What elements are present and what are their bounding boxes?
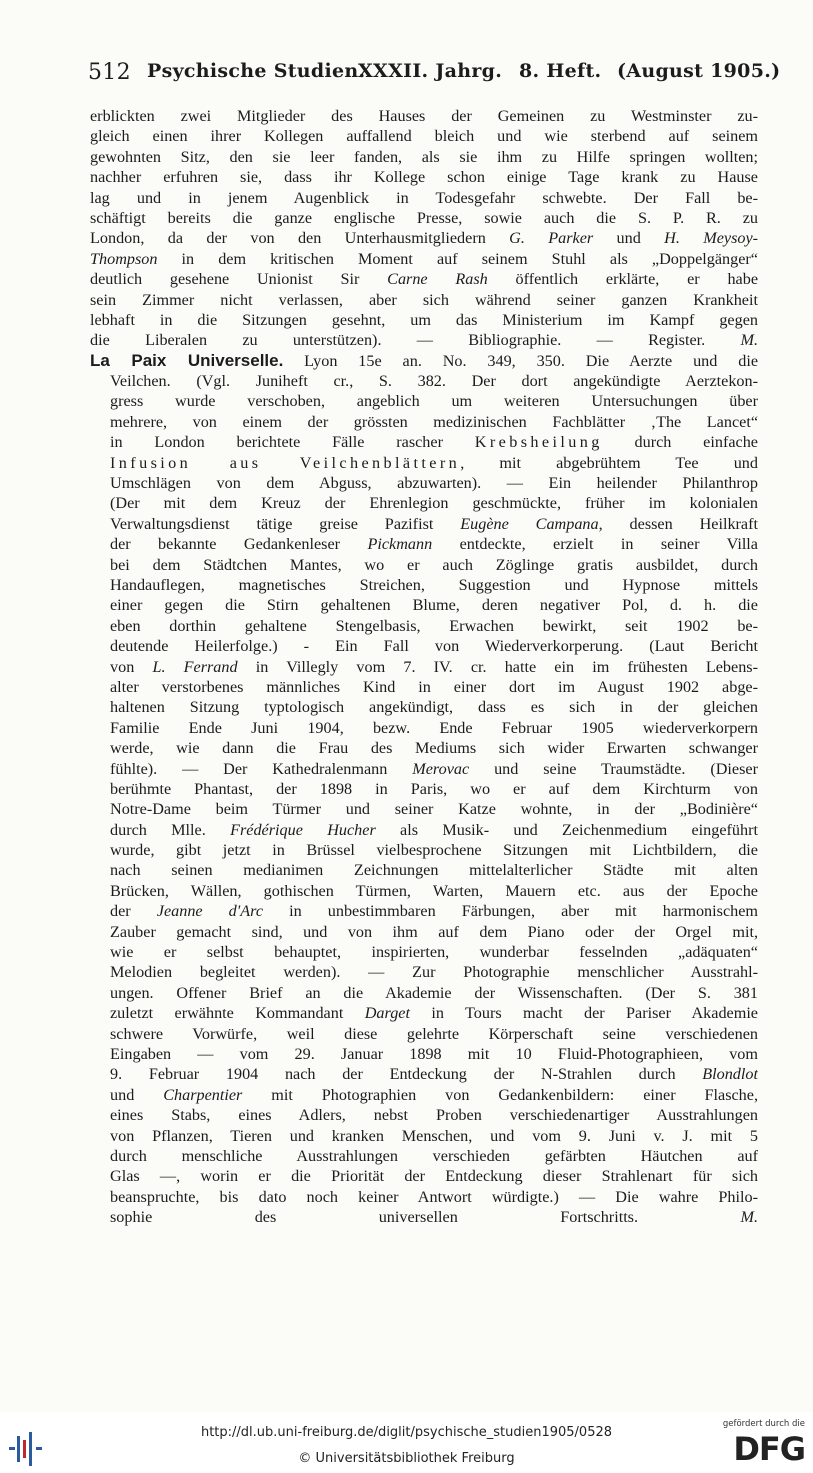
person-name: G. Parker	[509, 229, 594, 248]
text-line	[90, 779, 758, 799]
text-run: der bekannte Gedankenleser	[110, 535, 368, 554]
text-run: Lyon 15e an. No. 349, 350. Die Aerzte und die	[283, 351, 758, 370]
text-run: Brücken, Wällen, gothischen Türmen, Warten, Mauern etc. aus der Epoche	[110, 881, 758, 900]
person-name: Jeanne d'Arc	[156, 902, 264, 921]
text-line	[90, 391, 758, 411]
text-run: entdeckte, erzielt in seiner Villa	[432, 535, 758, 554]
text-line	[90, 657, 758, 677]
text-line	[90, 901, 758, 921]
text-line	[90, 167, 758, 187]
text-run: in unbestimmbaren Färbungen, aber mit harmonischem	[263, 902, 758, 921]
text-run: lebhaft in die Sitzungen gesehnt, um das Ministerium im Kampf gegen	[90, 310, 758, 329]
text-line	[90, 1085, 758, 1105]
text-line	[90, 595, 758, 615]
text-run: deutende Heilerfolge.) - Ein Fall von Wiederverkorperung. (Laut Bericht	[110, 637, 758, 656]
emphasized-term: Infusion aus Veilchenblättern	[110, 453, 461, 472]
text-run: Glas —, worin er die Priorität der Entdeckung dieser Strahlenart für sich	[110, 1167, 758, 1186]
text-run: deutlich gesehene Unionist Sir	[90, 270, 388, 289]
text-run: durch menschliche Ausstrahlungen verschieden gefärbten Häutchen auf	[110, 1146, 758, 1165]
text-run: Eingaben — vom 29. Januar 1898 mit 10 Fluid-Photographieen, vom	[110, 1044, 758, 1063]
text-line	[90, 310, 758, 330]
person-name: Blondlot	[702, 1065, 758, 1084]
text-run: nach seinen medianimen Zeichnungen mittelalterlicher Städte mit alten	[110, 861, 758, 880]
text-run: beanspruchte, bis dato noch keiner Antwort würdigte.) — Die wahre Philo-	[110, 1187, 758, 1206]
text-run: in Villegly vom 7. IV. cr. hatte ein im frühesten Lebens-	[237, 657, 758, 676]
text-run: von	[110, 657, 153, 676]
text-run: werde, wie dann die Frau des Mediums sich wider Erwarten schwanger	[110, 739, 758, 758]
text-line	[90, 147, 758, 167]
viewer-footer	[0, 1412, 813, 1473]
text-line	[90, 983, 758, 1003]
text-run: wurde, gibt jetzt in Brüssel vielbesprochene Sitzungen mit Lichtbildern, die	[110, 841, 758, 860]
text-run: sophie des universellen Fortschritts.	[110, 1208, 741, 1227]
text-line	[90, 412, 758, 432]
text-run: London, da der von den Unterhausmitgliedern	[90, 229, 510, 248]
text-line	[90, 942, 758, 962]
dfg-funding-badge	[713, 1419, 805, 1469]
text-run: Notre-Dame beim Türmer und seiner Katze wohnte, in der „Bodinière“	[110, 800, 758, 819]
text-run: berühmte Phantast, der 1898 in Paris, wo er auf dem Kirchturm von	[110, 779, 758, 798]
text-run: mit Photographien von Gedankenbildern: einer Flasche,	[242, 1085, 758, 1104]
text-line	[90, 697, 758, 717]
text-run: und seine Traumstädte. (Dieser	[469, 759, 758, 778]
text-run: gress wurde verschoben, angeblich um weiteren Untersuchungen über	[110, 392, 758, 411]
text-line	[90, 1105, 758, 1125]
text-run: Zauber gemacht sind, und von ihm auf dem Piano oder der Orgel mit,	[110, 922, 758, 941]
text-run: schwere Vorwürfe, weil diese gelehrte Körperschaft seine verschiedenen	[110, 1024, 758, 1043]
person-name: Carne Rash	[387, 270, 488, 289]
text-line	[90, 249, 758, 269]
text-line	[90, 636, 758, 656]
text-run: , dessen Heilkraft	[598, 514, 758, 533]
person-name: Merovac	[412, 759, 470, 778]
text-run: der	[110, 902, 157, 921]
text-line	[90, 126, 758, 146]
text-run: haltenen Sitzung typtologisch angekündigt, dass es sich in der gleichen	[110, 698, 758, 717]
text-line	[90, 208, 758, 228]
running-header	[88, 60, 781, 90]
text-line	[90, 330, 758, 350]
text-run: mehrere, von einem der grössten medizinischen Fachblätter ‚The Lancet“	[110, 412, 758, 431]
entry-heading-line	[90, 351, 758, 371]
text-run: eben dorthin gehaltene Stengelbasis, Erwachen bewirkt, seit 1902 be-	[110, 616, 758, 635]
dfg-caption: gefördert durch die	[722, 1419, 805, 1429]
volume-label: XXXII. Jahrg.	[358, 60, 503, 82]
body-text	[90, 106, 758, 1227]
text-run: lag und in jenem Augenblick in Todesgefahr schwebte. Der Fall be-	[90, 188, 758, 207]
journal-title: Psychische Studien.	[147, 60, 366, 82]
text-line	[90, 1207, 758, 1227]
text-line	[90, 575, 758, 595]
text-line	[90, 616, 758, 636]
person-name: Thompson	[90, 249, 158, 268]
text-line	[90, 962, 758, 982]
text-run: bei dem Städtchen Mantes, wo er auch Zöglinge gratis ausbildet, durch	[110, 555, 758, 574]
text-line	[90, 493, 758, 513]
text-line	[90, 1166, 758, 1186]
text-run: als Musik- und Zeichenmedium eingeführt	[375, 820, 758, 839]
text-run: Melodien begleitet werden). — Zur Photographie menschlicher Ausstrahl-	[110, 963, 758, 982]
text-line	[90, 1003, 758, 1023]
text-line	[90, 759, 758, 779]
text-line	[90, 290, 758, 310]
text-line	[90, 881, 758, 901]
issue-date: (August 1905.)	[617, 60, 781, 82]
text-line	[90, 922, 758, 942]
text-line	[90, 1187, 758, 1207]
text-run: Familie Ende Juni 1904, bezw. Ende Februar 1905 wiederverkorpern	[110, 718, 758, 737]
issue-label: 8. Heft.	[519, 60, 602, 82]
text-run: und	[593, 229, 665, 248]
text-run: gleich einen ihrer Kollegen auffallend bleich und wie sterbend auf seinem	[90, 127, 758, 146]
text-line	[90, 514, 758, 534]
text-line	[90, 1024, 758, 1044]
text-line	[90, 1146, 758, 1166]
dfg-logo-icon: DFG	[733, 1430, 805, 1468]
text-line	[90, 799, 758, 819]
text-line	[90, 1126, 758, 1146]
text-line	[90, 1064, 758, 1084]
person-name: Pickmann	[367, 535, 433, 554]
text-run: durch Mlle.	[110, 820, 231, 839]
text-run: sein Zimmer nicht verlassen, aber sich während seiner ganzen Krankheit	[90, 290, 758, 309]
text-run: zuletzt erwähnte Kommandant	[110, 1004, 365, 1023]
text-run: (Der mit dem Kreuz der Ehrenlegion geschmückte, früher im kolonialen	[110, 494, 758, 513]
person-name: L. Ferrand	[152, 657, 238, 676]
text-run: Veilchen. (Vgl. Juniheft cr., S. 382. Der dort angekündigte Aerztekon-	[110, 372, 758, 391]
text-line	[90, 534, 758, 554]
periodical-title: La Paix Universelle.	[90, 350, 284, 370]
permalink-url[interactable]: http://dl.ub.uni-freiburg.de/diglit/psychische_studien1905/0528	[200, 1425, 613, 1440]
text-run: in dem kritischen Moment auf seinem Stuhl als „Doppelgänger“	[157, 249, 758, 268]
text-run: in London berichtete Fälle rascher	[110, 433, 475, 452]
text-run: Handauflegen, magnetisches Streichen, Suggestion und Hypnose mittels	[110, 575, 758, 594]
text-line	[90, 453, 758, 473]
person-name: M.	[740, 331, 758, 350]
text-run: alter verstorbenes männliches Kind in einer dort im August 1902 abge-	[110, 677, 758, 696]
text-line	[90, 738, 758, 758]
text-run: , mit abgebrühtem Tee und	[460, 453, 758, 472]
page-number: 512	[88, 60, 131, 85]
text-line	[90, 188, 758, 208]
copyright-notice: © Universitätsbibliothek Freiburg	[298, 1451, 515, 1466]
text-run: Verwaltungsdienst tätige greise Pazifist	[110, 514, 461, 533]
text-line	[90, 432, 758, 452]
text-line	[90, 1044, 758, 1064]
text-run: Umschlägen von dem Abguss, abzuwarten). — Ein heilender Philanthrop	[110, 474, 758, 493]
text-run: fühlte). — Der Kathedralenmann	[110, 759, 413, 778]
emphasized-term: Krebsheilung	[474, 433, 603, 452]
person-name: H. Meysoy-	[664, 229, 758, 248]
text-line	[90, 860, 758, 880]
text-run: ungen. Offener Brief an die Akademie der Wissenschaften. (Der S. 381	[110, 983, 758, 1002]
text-run: 9. Februar 1904 nach der Entdeckung der N-Strahlen durch	[110, 1065, 703, 1084]
person-name: M.	[740, 1208, 758, 1227]
person-name: Darget	[364, 1004, 410, 1023]
text-run: gewohnten Sitz, den sie leer fanden, als sie ihm zu Hilfe springen wollten;	[90, 147, 758, 166]
text-line	[90, 269, 758, 289]
text-run: von Pflanzen, Tieren und kranken Menschen, und vom 9. Juni v. J. mit 5	[110, 1126, 758, 1145]
text-run: in Tours macht der Pariser Akademie	[409, 1004, 758, 1023]
text-run: nachher erfuhren sie, dass ihr Kollege schon einige Tage krank zu Hause	[90, 168, 758, 187]
text-line	[90, 820, 758, 840]
text-run: eines Stabs, eines Adlers, nebst Proben verschiedenartiger Ausstrahlungen	[110, 1106, 758, 1125]
text-line	[90, 473, 758, 493]
person-name: Charpentier	[163, 1085, 243, 1104]
text-run: schäftigt bereits die ganze englische Presse, sowie auch die S. P. R. zu	[90, 208, 758, 227]
text-line	[90, 228, 758, 248]
text-run: durch einfache	[602, 433, 758, 452]
person-name: Eugène Campana	[460, 514, 599, 533]
text-line	[90, 555, 758, 575]
text-run: wie er selbst behauptet, inspirierten, wunderbar fesselnden „adäquaten“	[110, 943, 758, 962]
text-run: öffentlich erklärte, er habe	[487, 270, 758, 289]
text-run: die Liberalen zu unterstützen). — Bibliographie. — Register.	[90, 331, 741, 350]
text-line	[90, 840, 758, 860]
text-run: und	[110, 1085, 164, 1104]
text-line	[90, 718, 758, 738]
text-line	[90, 106, 758, 126]
text-run: erblickten zwei Mitglieder des Hauses der Gemeinen zu Westminster zu-	[90, 107, 758, 125]
person-name: Frédérique Hucher	[230, 820, 376, 839]
text-line	[90, 371, 758, 391]
text-line	[90, 677, 758, 697]
text-run: einer gegen die Stirn gehaltenen Blume, deren negativer Pol, d. h. die	[110, 596, 758, 615]
